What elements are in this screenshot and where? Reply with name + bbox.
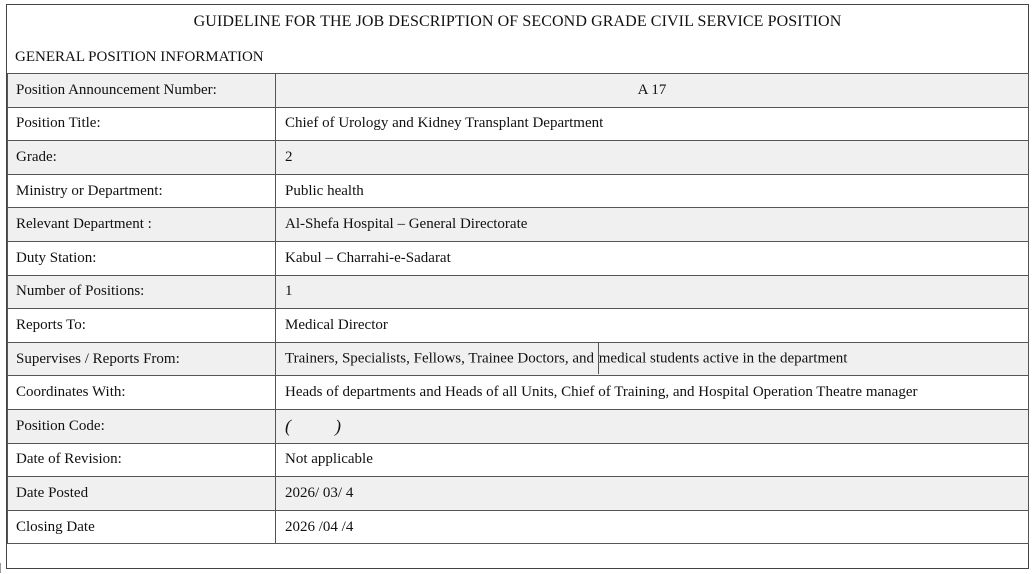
table-row [8,174,1029,208]
label-date-of-revision: Date of Revision: [8,443,276,477]
table-row [8,141,1029,175]
table-row [8,510,1029,544]
table-row [8,443,1029,477]
table-row [8,409,1029,443]
value-position-title: Chief of Urology and Kidney Transplant Department [276,107,1029,141]
document-title: GUIDELINE FOR THE JOB DESCRIPTION OF SECOND GRADE CIVIL SERVICE POSITION [193,13,842,30]
value-relevant-department: Al-Shefa Hospital – General Directorate [276,208,1029,242]
open-paren: ( [285,415,291,436]
value-coordinates-with: Heads of departments and Heads of all Units, Chief of Training, and Hospital Operation Theatre manager [276,376,1029,410]
label-relevant-department: Relevant Department : [8,208,276,242]
value-position-code [276,409,1029,443]
close-paren: ) [335,415,341,436]
supervises-text-part1: Trainers, Specialists, Fellows, Trainee Doctors, and [285,350,598,367]
position-info-table [7,73,1029,544]
value-reports-to: Medical Director [276,309,1029,343]
value-number-of-positions: 1 [276,275,1029,309]
table-row [8,342,1029,376]
label-supervises: Supervises / Reports From: [8,342,276,376]
label-coordinates-with: Coordinates With: [8,376,276,410]
section-heading: GENERAL POSITION INFORMATION [15,49,264,65]
label-ministry: Ministry or Department: [8,174,276,208]
value-closing-date: 2026 /04 /4 [276,510,1029,544]
table-row [8,477,1029,511]
table-row [8,309,1029,343]
table-row [8,107,1029,141]
label-reports-to: Reports To: [8,309,276,343]
job-description-document [6,4,1029,569]
supervises-text-part2: medical students active in the department [598,350,848,367]
label-number-of-positions: Number of Positions: [8,275,276,309]
page-edge-marker [0,563,1,573]
value-date-of-revision: Not applicable [276,443,1029,477]
value-duty-station: Kabul – Charrahi-e-Sadarat [276,241,1029,275]
value-date-posted: 2026/ 03/ 4 [276,477,1029,511]
table-row [8,241,1029,275]
table-row [8,74,1029,108]
label-date-posted: Date Posted [8,477,276,511]
value-grade: 2 [276,141,1029,175]
table-row [8,376,1029,410]
label-position-code: Position Code: [8,409,276,443]
label-duty-station: Duty Station: [8,241,276,275]
value-announcement-number: A 17 [276,74,1029,108]
label-closing-date: Closing Date [8,510,276,544]
label-announcement-number: Position Announcement Number: [8,74,276,108]
table-row [8,208,1029,242]
label-position-title: Position Title: [8,107,276,141]
label-grade: Grade: [8,141,276,175]
value-supervises [276,342,1029,376]
table-row [8,275,1029,309]
value-ministry: Public health [276,174,1029,208]
